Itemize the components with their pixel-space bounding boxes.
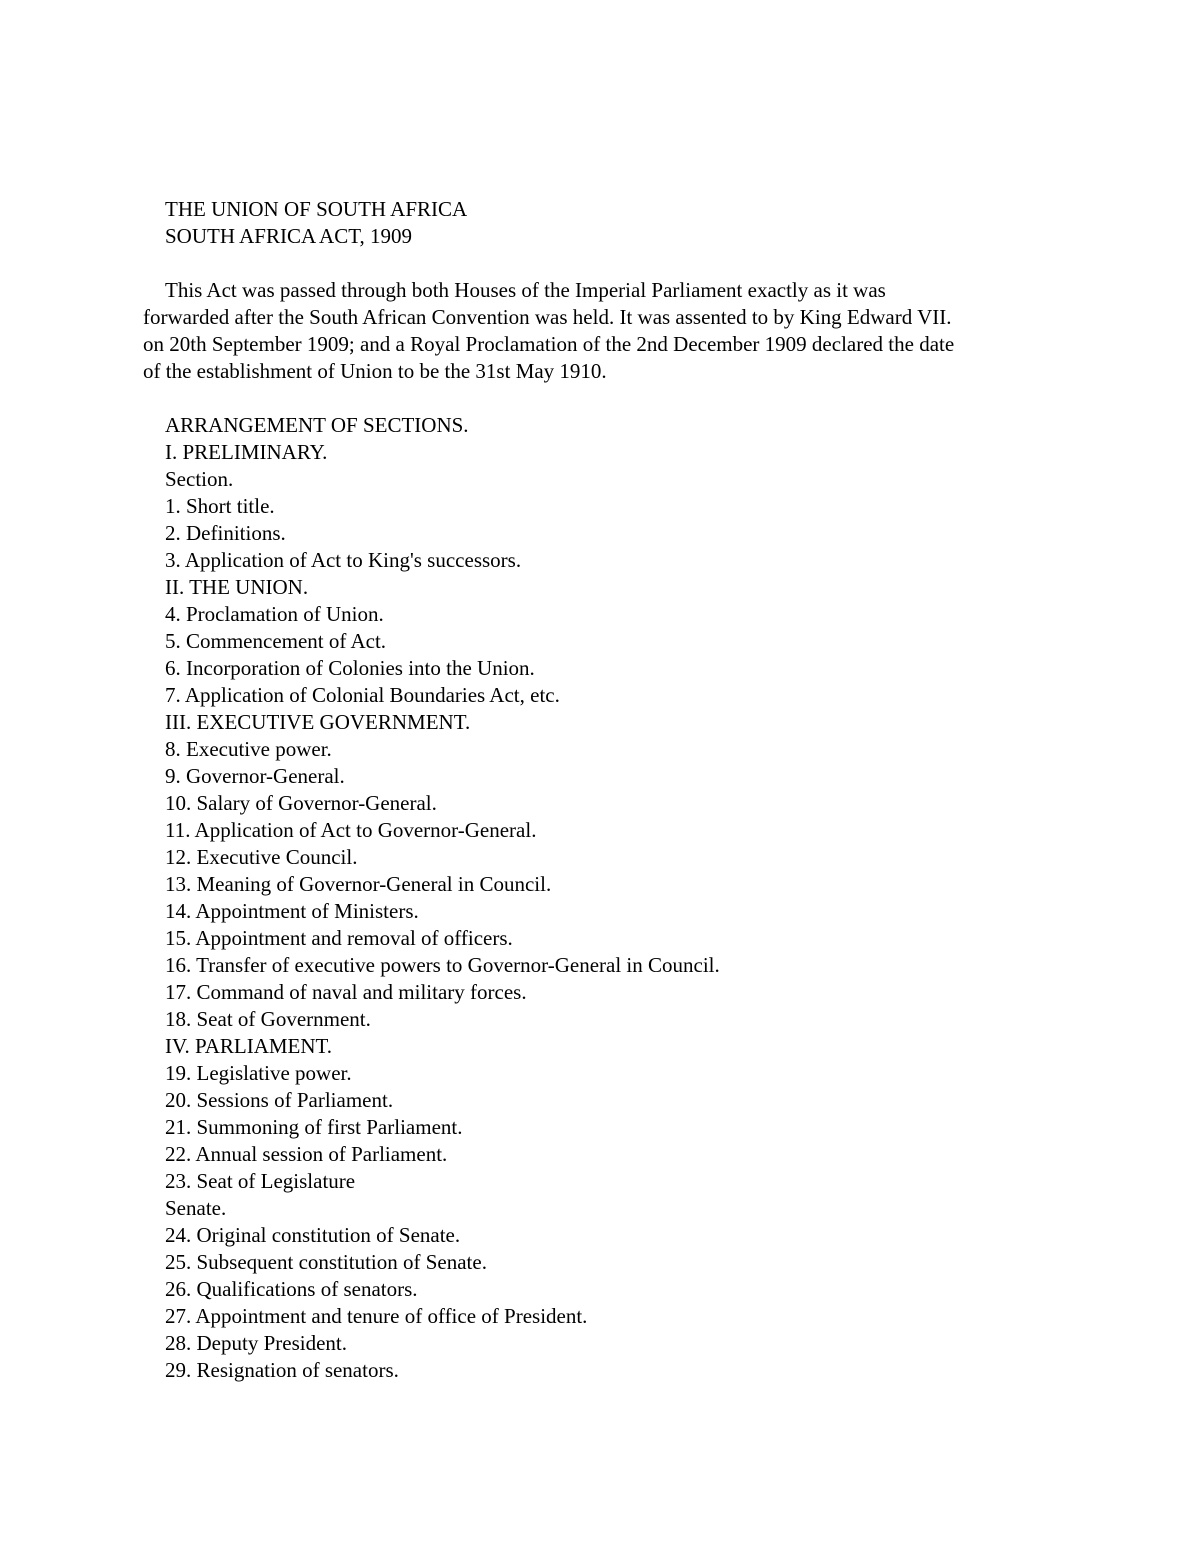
toc-item: 19. Legislative power. — [165, 1061, 352, 1085]
toc-item: 1. Short title. — [165, 494, 275, 518]
toc-item: 14. Appointment of Ministers. — [165, 899, 419, 923]
document-title: THE UNION OF SOUTH AFRICA — [165, 197, 468, 221]
toc-item: 5. Commencement of Act. — [165, 629, 387, 653]
toc-item: 9. Governor-General. — [165, 764, 345, 788]
toc-item: Section. — [165, 467, 234, 491]
intro-line: forwarded after the South African Convention was held. It was assented to by King Edward VII. — [143, 305, 952, 329]
toc-item: 25. Subsequent constitution of Senate. — [165, 1250, 487, 1274]
toc-item: II. THE UNION. — [165, 575, 309, 599]
toc-item: 16. Transfer of executive powers to Governor-General in Council. — [165, 953, 720, 977]
toc-item: 24. Original constitution of Senate. — [165, 1223, 461, 1247]
toc-item: 11. Application of Act to Governor-General. — [165, 818, 537, 842]
toc-item: 20. Sessions of Parliament. — [165, 1088, 394, 1112]
toc-item: III. EXECUTIVE GOVERNMENT. — [165, 710, 471, 734]
toc-item: I. PRELIMINARY. — [165, 440, 328, 464]
toc-item: 29. Resignation of senators. — [165, 1358, 399, 1382]
intro-paragraph — [143, 277, 1063, 385]
intro-line: This Act was passed through both Houses of the Imperial Parliament exactly as it was — [165, 278, 886, 302]
title-block — [143, 196, 1063, 250]
toc-list — [143, 439, 1063, 1384]
toc-item: 15. Appointment and removal of officers. — [165, 926, 513, 950]
document-subtitle: SOUTH AFRICA ACT, 1909 — [165, 224, 412, 248]
toc-item: 13. Meaning of Governor-General in Council. — [165, 872, 552, 896]
toc-item: 12. Executive Council. — [165, 845, 358, 869]
toc-heading: ARRANGEMENT OF SECTIONS. — [165, 413, 469, 437]
arrangement-of-sections — [143, 412, 1063, 1384]
toc-item: 7. Application of Colonial Boundaries Act, etc. — [165, 683, 560, 707]
toc-item: IV. PARLIAMENT. — [165, 1034, 333, 1058]
toc-item: Senate. — [165, 1196, 227, 1220]
toc-item: 17. Command of naval and military forces. — [165, 980, 527, 1004]
toc-item: 28. Deputy President. — [165, 1331, 347, 1355]
toc-item: 27. Appointment and tenure of office of President. — [165, 1304, 588, 1328]
toc-item: 18. Seat of Government. — [165, 1007, 371, 1031]
toc-item: 21. Summoning of first Parliament. — [165, 1115, 463, 1139]
toc-item: 26. Qualifications of senators. — [165, 1277, 418, 1301]
intro-line: of the establishment of Union to be the 31st May 1910. — [143, 359, 607, 383]
toc-item: 4. Proclamation of Union. — [165, 602, 384, 626]
toc-item: 23. Seat of Legislature — [165, 1169, 356, 1193]
toc-item: 22. Annual session of Parliament. — [165, 1142, 448, 1166]
toc-item: 2. Definitions. — [165, 521, 286, 545]
toc-item: 10. Salary of Governor-General. — [165, 791, 437, 815]
intro-line: on 20th September 1909; and a Royal Proclamation of the 2nd December 1909 declared the date — [143, 332, 955, 356]
toc-item: 8. Executive power. — [165, 737, 332, 761]
toc-item: 3. Application of Act to King's successors. — [165, 548, 522, 572]
toc-item: 6. Incorporation of Colonies into the Union. — [165, 656, 535, 680]
